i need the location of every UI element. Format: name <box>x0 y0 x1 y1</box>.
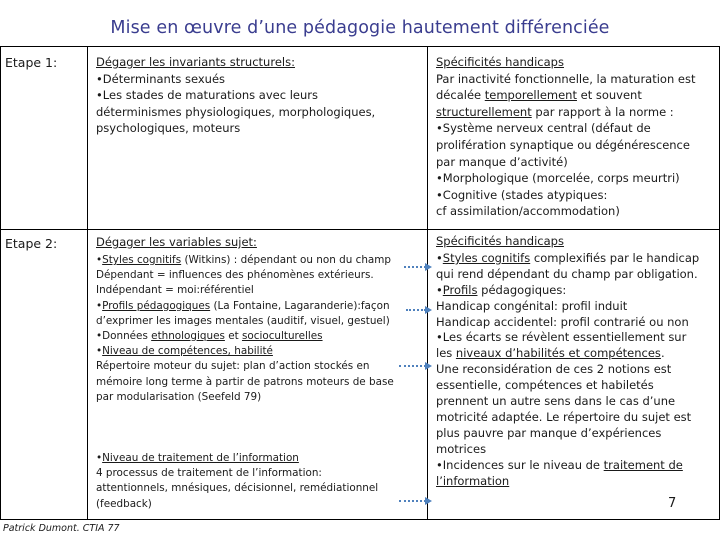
row1-left-line: •Les stades de maturations avec leurs <box>96 88 318 103</box>
row2-left-cell-top <box>96 253 394 405</box>
row2-right-line: Handicap congénital: profil induit <box>436 298 628 313</box>
row2-right-line: •Les écarts se révèlent essentiellement sur <box>436 330 687 345</box>
table-col-divider-1 <box>87 46 88 520</box>
table-border-top <box>0 46 719 47</box>
table-border-bottom <box>0 519 719 520</box>
row1-right-line: structurellement par rapport à la norme : <box>436 104 674 119</box>
row1-right-line: Par inactivité fonctionnelle, la maturation est <box>436 71 696 86</box>
table-col-divider-2 <box>427 46 428 520</box>
row1-etape-label: Etape 1: <box>5 55 58 70</box>
row2-right-line: les niveaux d’habilités et compétences. <box>436 346 665 361</box>
row1-right-line: •Système nerveux central (défaut de <box>436 121 651 136</box>
row1-right-heading: Spécificités handicaps <box>436 55 564 69</box>
page-number: 7 <box>668 496 677 511</box>
row2-right-heading: Spécificités handicaps <box>436 234 564 248</box>
row2-right-line: •Incidences sur le niveau de traitement de <box>436 457 683 472</box>
row2-left-line: attentionnels, mnésiques, décisionnel, remédiationnel <box>96 482 379 495</box>
row1-left-line: psychologiques, moteurs <box>96 121 241 136</box>
row2-right-line: Handicap accidentel: profil contrarié ou non <box>436 314 689 329</box>
row2-right-line: Une reconsidération de ces 2 notions est <box>436 362 672 377</box>
row2-left-line: mémoire long terme à partir de patrons moteurs de base <box>96 375 394 388</box>
row2-right-line: •Styles cognitifs complexifiés par le handicap <box>436 250 700 265</box>
row1-left-heading: Dégager les invariants structurels: <box>96 55 295 69</box>
row2-left-line: •Données ethnologiques et socioculturelles <box>96 330 323 343</box>
row1-right-line: •Morphologique (morcelée, corps meurtri) <box>436 171 680 186</box>
row1-left-line: déterminismes physiologiques, morphologiques, <box>96 104 376 119</box>
row2-left-line: (feedback) <box>96 497 152 510</box>
row1-right-cell <box>436 54 696 220</box>
row1-right-line: par manque d’activité) <box>436 154 568 169</box>
page-title: Mise en œuvre d’une pédagogie hautement différenciée <box>110 18 610 38</box>
row2-right-line: l’information <box>436 473 510 488</box>
row2-right-line: motricité adaptée. Le répertoire du sujet est <box>436 409 692 424</box>
row2-left-line: •Profils pédagogiques (La Fontaine, Lagaranderie):façon <box>96 299 390 312</box>
row1-left-cell <box>96 54 375 137</box>
row1-right-line: prolifération synaptique ou dégénérescence <box>436 137 690 152</box>
row2-left-line: •Styles cognitifs (Witkins) : dépendant ou non du champ <box>96 254 391 266</box>
arrow-right-icon <box>399 500 426 502</box>
table-row-divider <box>0 229 719 230</box>
row1-right-line: cf assimilation/accommodation) <box>436 204 620 219</box>
row2-left-line: Dépendant = influences des phénomènes extérieurs. <box>96 269 374 282</box>
row2-right-line: essentielle, compétences et habiletés <box>436 378 654 393</box>
row2-right-line: qui rend dépendant du champ par obligation. <box>436 266 698 281</box>
row2-left-heading-text: Dégager les variables sujet: <box>96 235 257 249</box>
row1-left-line: •Déterminants sexués <box>96 71 226 86</box>
row1-right-line: décalée temporellement et souvent <box>436 88 642 103</box>
row1-right-line: •Cognitive (stades atypiques: <box>436 187 608 202</box>
row2-left-heading <box>96 234 257 251</box>
arrow-right-icon <box>404 266 426 268</box>
row2-left-line: •Niveau de compétences, habilité <box>96 345 273 358</box>
row2-etape-label: Etape 2: <box>5 236 58 251</box>
row2-right-line: plus pauvre par manque d’expériences <box>436 425 662 440</box>
row2-right-line: motrices <box>436 441 487 456</box>
row2-left-line: par modularisation (Seefeld 79) <box>96 390 262 403</box>
footer-author: Patrick Dumont. CTIA 77 <box>3 523 120 534</box>
row2-left-line: d’exprimer les images mentales (auditif, visuel, gestuel) <box>96 314 390 327</box>
table-border-left <box>0 46 1 520</box>
row2-left-line: Indépendant = moi:référentiel <box>96 284 254 297</box>
arrow-right-icon <box>399 365 426 367</box>
row2-left-cell-bottom <box>96 451 378 512</box>
row2-left-line: 4 processus de traitement de l’information: <box>96 467 322 480</box>
row2-right-line: prennent un autre sens dans le cas d’une <box>436 394 676 409</box>
row2-right-cell <box>436 234 699 490</box>
row2-left-line: •Niveau de traitement de l’information <box>96 452 299 464</box>
row2-right-line: •Profils pédagogiques: <box>436 282 567 297</box>
row2-left-line: Répertoire moteur du sujet: plan d’action stockés en <box>96 360 370 373</box>
arrow-right-icon <box>406 309 426 311</box>
